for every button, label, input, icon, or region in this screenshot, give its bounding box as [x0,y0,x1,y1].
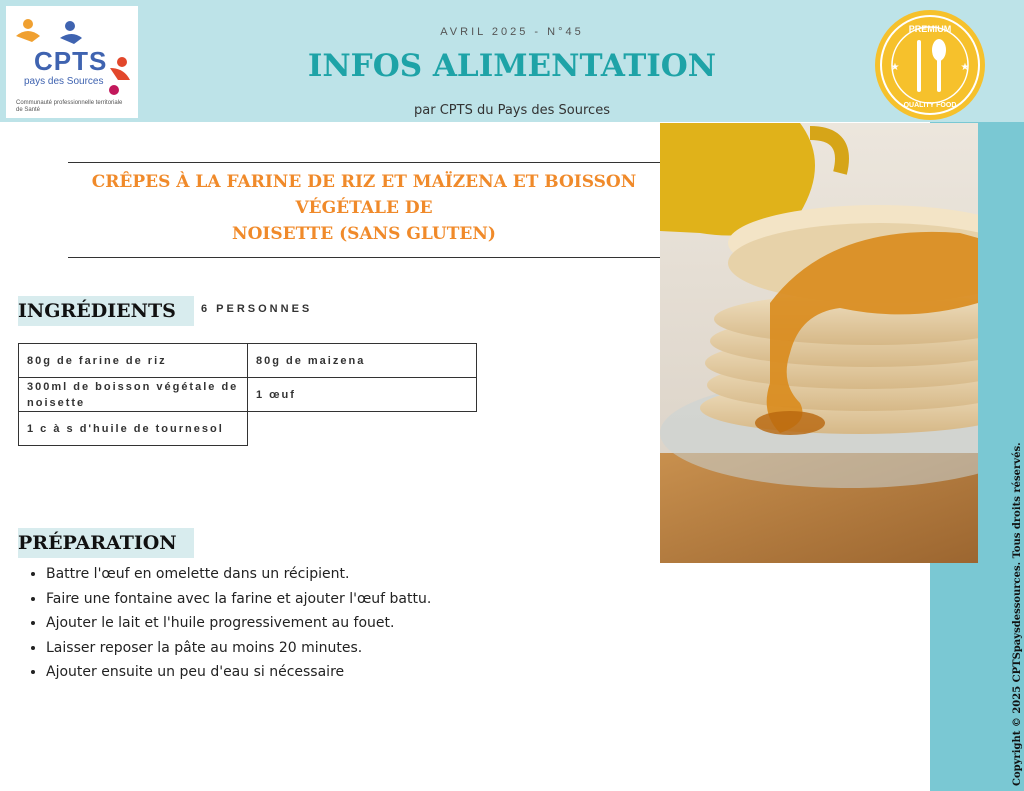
copyright-notice: Copyright © 2025 CPTSpaysdessources. Tous droits réservés. [1012,442,1023,786]
ingredient-cell: 300ml de boisson végétale de noisette [19,378,248,412]
ingredients-table [18,343,477,446]
logo-name: CPTS [34,46,108,76]
badge-top-text: PREMIUM [908,24,952,34]
ingredient-cell: 1 œuf [248,378,477,412]
list-item: • Ajouter ensuite un peu d'eau si nécessaire [46,660,431,685]
table-row [19,412,477,446]
ingredient-cell-empty [248,412,477,446]
recipe-title-line: VÉGÉTALE DE [295,198,433,218]
ingredient-cell: 80g de maizena [248,344,477,378]
preparation-steps [26,562,431,685]
preparation-heading: PRÉPARATION [18,528,194,558]
recipe-title-line: NOISETTE (SANS GLUTEN) [232,224,496,244]
recipe-title-block [68,162,660,258]
table-row [19,378,477,412]
servings-label: 6 PERSONNES [201,303,313,315]
recipe-title [68,169,660,247]
page-title: INFOS ALIMENTATION [307,48,717,84]
issue-label: AVRIL 2025 - N°45 [440,26,584,38]
table-row [19,344,477,378]
list-item: • Ajouter le lait et l'huile progressivement au fouet. [46,611,431,636]
star-icon: ★ [890,62,900,73]
recipe-title-line: CRÊPES À LA FARINE DE RIZ ET MAÏZENA ET BOISSON [91,172,637,192]
badge-bottom-text: QUALITY FOOD [903,102,957,109]
logo-tagline: Communauté professionnelle territoriale de Santé [16,100,123,113]
list-item: • Battre l'œuf en omelette dans un récipient. [46,562,431,587]
ingredient-cell: 1 c à s d'huile de tournesol [19,412,248,446]
premium-quality-badge [873,8,987,122]
list-item: • Faire une fontaine avec la farine et ajouter l'œuf battu. [46,587,431,612]
ingredients-heading: INGRÉDIENTS [18,296,194,326]
byline: par CPTS du Pays des Sources [414,103,610,118]
star-icon: ★ [960,62,970,73]
crepes-photo [660,123,978,563]
logo-subtitle: pays des Sources [24,76,104,87]
ingredient-cell: 80g de farine de riz [19,344,248,378]
list-item: • Laisser reposer la pâte au moins 20 minutes. [46,636,431,661]
